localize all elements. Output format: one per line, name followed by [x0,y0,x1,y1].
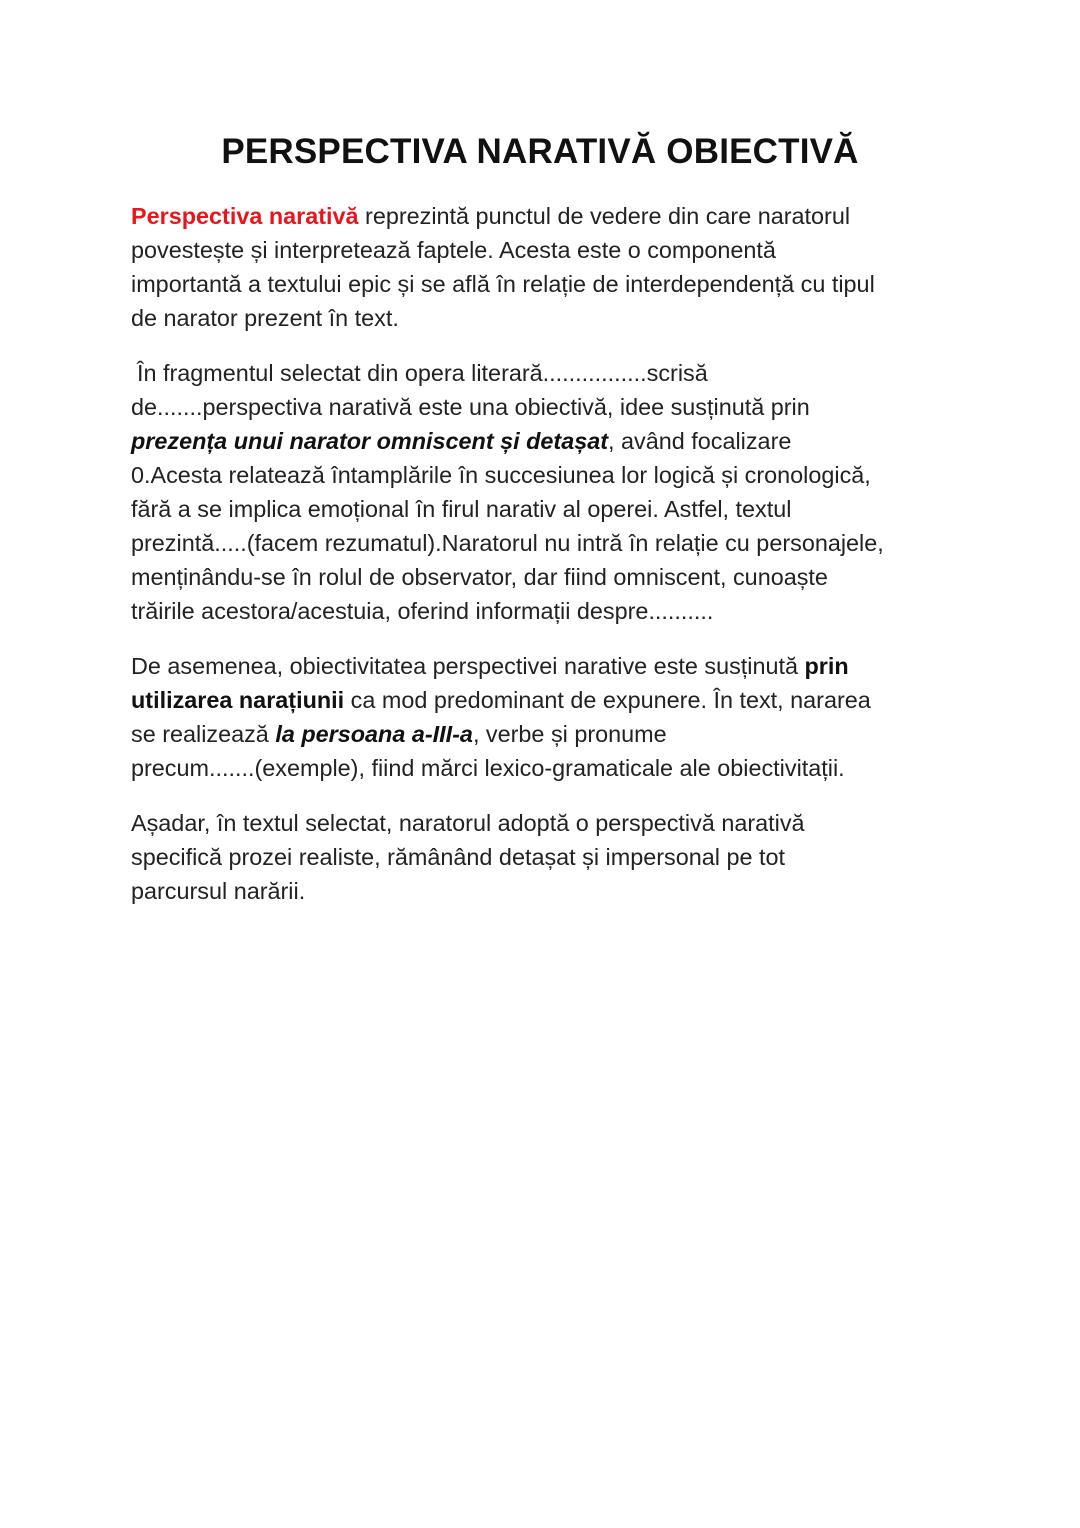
paragraph-definition [131,199,961,335]
text-line: parcursul narării. [131,878,306,904]
paragraph-fragment [131,356,961,628]
text-line [131,683,961,717]
emphasis-span: prezența unui narator omniscent și detașat [131,428,609,454]
text-line [131,717,961,751]
text-line: În fragmentul selectat din opera literară................scrisă [137,360,708,386]
bold-span: prin [804,653,849,679]
text-line: importantă a textului epic și se află în relație de interdependență cu tipul [131,271,875,297]
text-span: reprezintă punctul de vedere din care naratorul [358,203,851,229]
text-line [131,424,961,458]
text-span: ca mod predominant de expunere. În text, nararea [344,687,871,713]
text-line: menținându-se în rolul de observator, dar fiind omniscent, cunoaște [131,564,828,590]
text-span: se realizează [131,721,276,747]
text-line: precum.......(exemple), fiind mărci lexico-gramaticale ale obiectivitații. [131,755,845,781]
text-span: De asemenea, obiectivitatea perspectivei narative este susținută [131,653,805,679]
text-line [131,199,961,233]
paragraph-narration [131,649,961,785]
text-line [131,649,961,683]
document-body [131,199,961,929]
text-line: 0.Acesta relatează întamplările în succesiunea lor logică și cronologică, [131,462,871,488]
text-line: prezintă.....(facem rezumatul).Naratorul nu intră în relație cu personajele, [131,530,884,556]
text-span: , verbe și pronume [472,721,667,747]
text-line: de.......perspectiva narativă este una obiectivă, idee susținută prin [131,394,810,420]
text-line: specifică prozei realiste, rămânând detașat și impersonal pe tot [131,844,785,870]
text-line: trăirile acestora/acestuia, oferind informații despre.......... [131,598,714,624]
paragraph-conclusion [131,806,961,908]
text-span: , având focalizare [608,428,792,454]
bold-span: utilizarea narațiunii [131,687,345,713]
text-line: de narator prezent în text. [131,305,399,331]
term-highlight: Perspectiva narativă [131,203,359,229]
text-line: fără a se implica emoțional în firul narativ al operei. Astfel, textul [131,496,792,522]
text-line: Așadar, în textul selectat, naratorul adoptă o perspectivă narativă [131,810,805,836]
emphasis-span: la persoana a-III-a [275,721,473,747]
text-line: povestește și interpretează faptele. Acesta este o componentă [131,237,776,263]
page-title: PERSPECTIVA NARATIVĂ OBIECTIVĂ [221,132,859,171]
